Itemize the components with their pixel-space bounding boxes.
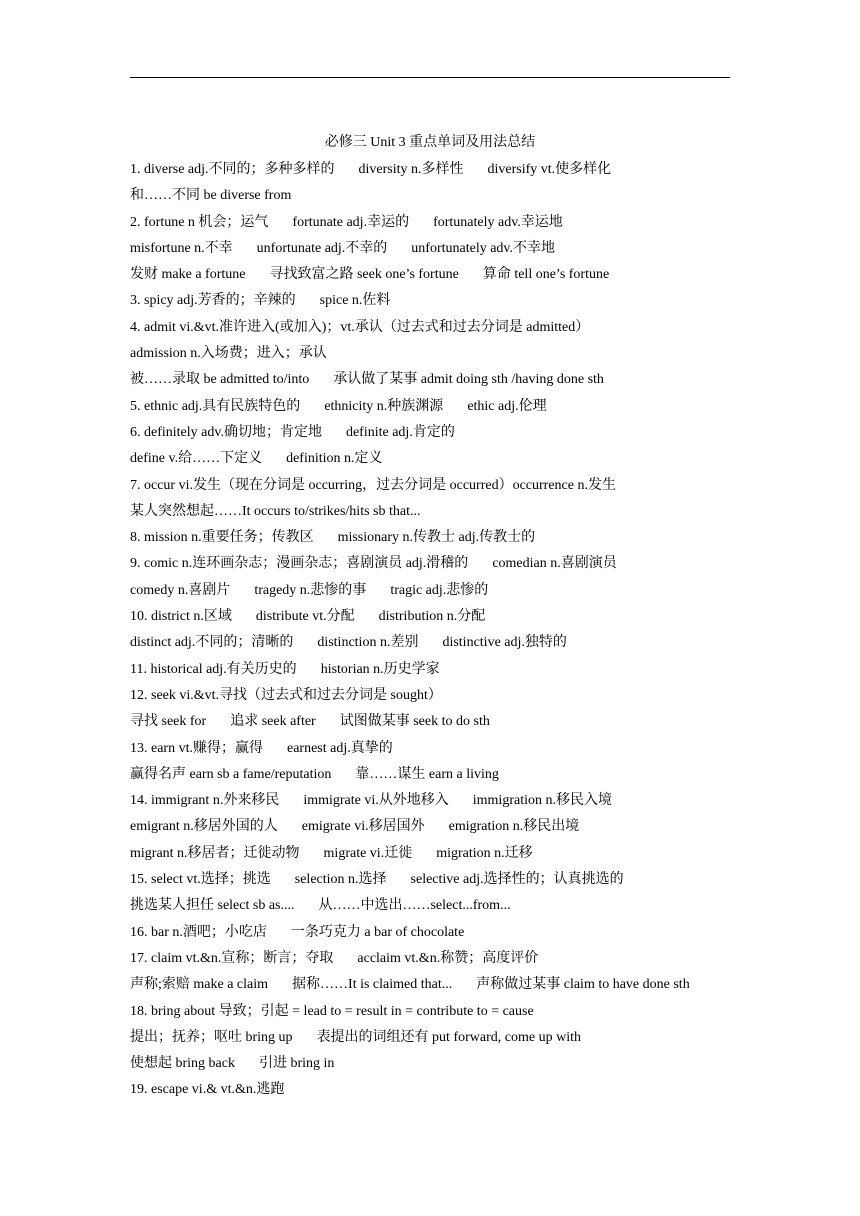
vocabulary-line xyxy=(130,1028,740,1054)
vocabulary-entry: 一条巧克力 a bar of chocolate xyxy=(290,924,465,940)
vocabulary-entry: 14. immigrant n.外来移民 xyxy=(130,793,280,809)
vocabulary-entry: 靠……谋生 earn a living xyxy=(355,766,499,782)
vocabulary-entry: 据称……It is claimed that... xyxy=(292,977,453,993)
vocabulary-entry: 13. earn vt.赚得；赢得 xyxy=(130,740,263,756)
vocabulary-line xyxy=(130,370,740,396)
vocabulary-line xyxy=(130,265,740,291)
vocabulary-entry: 算命 tell one’s fortune xyxy=(482,267,610,283)
vocabulary-entry: 8. mission n.重要任务；传教区 xyxy=(130,530,314,546)
vocabulary-entry: distinct adj.不同的；清晰的 xyxy=(130,635,294,651)
vocabulary-entry: ethnicity n.种族渊源 xyxy=(324,398,444,414)
vocabulary-entry: acclaim vt.&n.称赞；高度评价 xyxy=(357,950,539,966)
vocabulary-entry: misfortune n.不幸 xyxy=(130,240,233,256)
vocabulary-line xyxy=(130,213,740,239)
vocabulary-line xyxy=(130,949,740,975)
vocabulary-entry: 1. diverse adj.不同的；多种多样的 xyxy=(130,162,335,177)
vocabulary-entry: unfortunately adv.不幸地 xyxy=(411,240,556,256)
vocabulary-entry: admission n.入场费；进入；承认 xyxy=(130,346,327,362)
vocabulary-entry: definition n.定义 xyxy=(286,451,383,467)
vocabulary-entry: definite adj.肯定的 xyxy=(345,424,455,440)
vocabulary-entry: 使想起 bring back xyxy=(130,1056,235,1072)
vocabulary-entry: fortunate adj.幸运的 xyxy=(292,214,410,230)
vocabulary-line xyxy=(130,712,740,738)
vocabulary-entry: 被……录取 be admitted to/into xyxy=(130,372,310,388)
vocabulary-entry: unfortunate adj.不幸的 xyxy=(256,240,388,256)
vocabulary-entry: 2. fortune n 机会；运气 xyxy=(130,214,269,230)
vocabulary-entry: tragedy n.悲惨的事 xyxy=(254,582,367,598)
vocabulary-entry: spice n.佐料 xyxy=(319,293,391,309)
vocabulary-entry: 承认做了某事 admit doing sth /having done sth xyxy=(333,372,604,388)
vocabulary-line xyxy=(130,1080,740,1106)
vocabulary-entry: 引进 bring in xyxy=(258,1056,335,1072)
vocabulary-line xyxy=(130,791,740,817)
vocabulary-line xyxy=(130,476,740,502)
vocabulary-entry: emigration n.移民出境 xyxy=(448,819,580,835)
vocabulary-line xyxy=(130,739,740,765)
vocabulary-entry: 试图做某事 seek to do sth xyxy=(339,714,490,730)
vocabulary-entry: distinction n.差别 xyxy=(317,635,419,651)
vocabulary-entry: tragic adj.悲惨的 xyxy=(390,582,489,598)
vocabulary-entry: 从……中选出……select...from... xyxy=(318,898,511,914)
vocabulary-line xyxy=(130,765,740,791)
vocabulary-line xyxy=(130,1054,740,1080)
vocabulary-entry: 5. ethnic adj.具有民族特色的 xyxy=(130,398,301,414)
vocabulary-entry: migrate vi.迁徙 xyxy=(323,845,413,861)
vocabulary-line xyxy=(130,423,740,449)
vocabulary-entry: comedy n.喜剧片 xyxy=(130,582,231,598)
vocabulary-entry: 19. escape vi.& vt.&n.逃跑 xyxy=(130,1082,285,1098)
vocabulary-entry: 15. select vt.选择；挑选 xyxy=(130,872,271,888)
vocabulary-line xyxy=(130,449,740,475)
vocabulary-entry: immigrate vi.从外地移入 xyxy=(303,793,449,809)
vocabulary-line xyxy=(130,1002,740,1028)
vocabulary-line xyxy=(130,554,740,580)
vocabulary-entry: 6. definitely adv.确切地；肯定地 xyxy=(130,424,322,440)
vocabulary-line xyxy=(130,844,740,870)
vocabulary-entry: distinctive adj.独特的 xyxy=(442,635,567,651)
vocabulary-entry: comedian n.喜剧演员 xyxy=(492,556,617,572)
vocabulary-entry: emigrant n.移居外国的人 xyxy=(130,819,278,835)
vocabulary-entry: 挑选某人担任 select sb as.... xyxy=(130,898,295,914)
vocabulary-entry: 追求 seek after xyxy=(230,714,316,730)
vocabulary-line xyxy=(130,607,740,633)
vocabulary-line xyxy=(130,896,740,922)
vocabulary-entry: 7. occur vi.发生（现在分词是 occurring，过去分词是 occurred）occurrence n.发生 xyxy=(130,477,616,493)
vocabulary-line xyxy=(130,502,740,528)
vocabulary-entry: historian n.历史学家 xyxy=(320,661,440,677)
vocabulary-line xyxy=(130,817,740,843)
vocabulary-entry: 赢得名声 earn sb a fame/reputation xyxy=(130,766,332,782)
vocabulary-entry: missionary n.传教士 adj.传教士的 xyxy=(337,530,536,546)
vocabulary-line xyxy=(130,291,740,317)
vocabulary-entry: earnest adj.真挚的 xyxy=(286,740,393,756)
vocabulary-line xyxy=(130,186,740,212)
vocabulary-entry: 17. claim vt.&n.宣称；断言；夺取 xyxy=(130,950,334,966)
vocabulary-line xyxy=(130,239,740,265)
vocabulary-entry: distribute vt.分配 xyxy=(255,609,355,625)
vocabulary-line xyxy=(130,344,740,370)
vocabulary-entry: distribution n.分配 xyxy=(378,609,486,625)
vocabulary-entry: 4. admit vi.&vt.准许进入(或加入)；vt.承认（过去式和过去分词是 admitted） xyxy=(130,319,590,335)
vocabulary-entry: 发财 make a fortune xyxy=(130,267,246,283)
vocabulary-entry: fortunately adv.幸运地 xyxy=(433,214,563,230)
vocabulary-line xyxy=(130,975,740,1001)
vocabulary-line xyxy=(130,318,740,344)
vocabulary-entry: 3. spicy adj.芳香的；辛辣的 xyxy=(130,293,296,309)
header-rule xyxy=(130,77,730,78)
vocabulary-entry: 寻找致富之路 seek one’s fortune xyxy=(269,267,459,283)
vocabulary-line xyxy=(130,528,740,554)
vocabulary-entry: 9. comic n.连环画杂志；漫画杂志；喜剧演员 adj.滑稽的 xyxy=(130,556,469,572)
vocabulary-list xyxy=(130,160,740,1107)
vocabulary-entry: 某人突然想起……It occurs to/strikes/hits sb that... xyxy=(130,503,421,519)
vocabulary-entry: diversity n.多样性 xyxy=(358,162,464,177)
vocabulary-entry: define v.给……下定义 xyxy=(130,451,263,467)
vocabulary-line xyxy=(130,160,740,186)
vocabulary-entry: 11. historical adj.有关历史的 xyxy=(130,661,297,677)
vocabulary-entry: 声称做过某事 claim to have done sth xyxy=(476,977,690,993)
vocabulary-line xyxy=(130,923,740,949)
vocabulary-entry: 寻找 seek for xyxy=(130,714,207,730)
vocabulary-line xyxy=(130,633,740,659)
vocabulary-line xyxy=(130,686,740,712)
vocabulary-entry: 提出；抚养；呕吐 bring up xyxy=(130,1029,293,1045)
vocabulary-line xyxy=(130,581,740,607)
vocabulary-entry: 12. seek vi.&vt.寻找（过去式和过去分词是 sought） xyxy=(130,687,442,703)
vocabulary-entry: emigrate vi.移居国外 xyxy=(301,819,425,835)
document-title: 必修三 Unit 3 重点单词及用法总结 xyxy=(324,135,536,150)
vocabulary-entry: immigration n.移民入境 xyxy=(472,793,612,809)
vocabulary-entry: migration n.迁移 xyxy=(436,845,533,861)
vocabulary-entry: 10. district n.区域 xyxy=(130,609,232,625)
vocabulary-entry: diversify vt.使多样化 xyxy=(487,162,612,177)
vocabulary-entry: 和……不同 be diverse from xyxy=(130,188,292,204)
vocabulary-line xyxy=(130,660,740,686)
vocabulary-entry: 表提出的词组还有 put forward, come up with xyxy=(316,1029,581,1045)
vocabulary-entry: selection n.选择 xyxy=(294,872,387,888)
vocabulary-entry: 18. bring about 导致；引起 = lead to = result in = contribute to = cause xyxy=(130,1003,534,1019)
vocabulary-entry: selective adj.选择性的；认真挑选的 xyxy=(410,872,624,888)
vocabulary-line xyxy=(130,870,740,896)
vocabulary-entry: 16. bar n.酒吧；小吃店 xyxy=(130,924,267,940)
vocabulary-entry: ethic adj.伦理 xyxy=(467,398,547,414)
vocabulary-entry: 声称;索赔 make a claim xyxy=(130,977,269,993)
vocabulary-line xyxy=(130,397,740,423)
vocabulary-entry: migrant n.移居者；迁徙动物 xyxy=(130,845,300,861)
